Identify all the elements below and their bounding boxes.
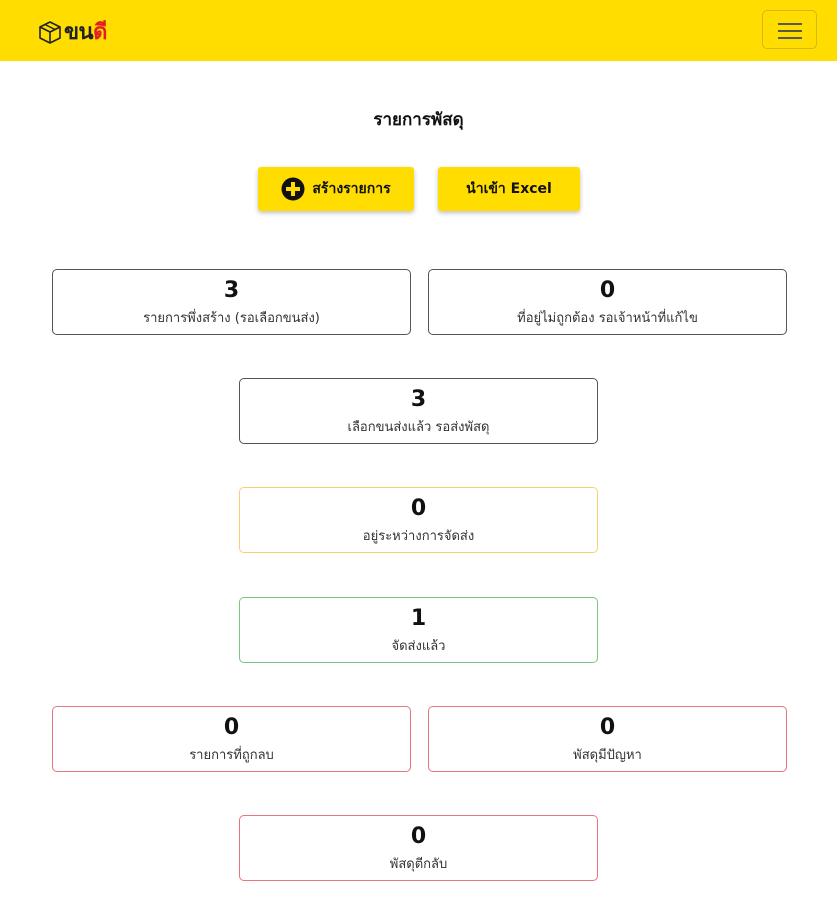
top-navbar xyxy=(0,0,837,61)
hamburger-menu-button[interactable] xyxy=(762,10,817,49)
status-card-returned[interactable] xyxy=(239,815,598,881)
plus-circle-icon xyxy=(281,177,305,201)
status-card-label: พัสดุมีปัญหา xyxy=(573,748,642,763)
status-card-deleted[interactable] xyxy=(52,706,411,772)
status-card-count: 3 xyxy=(223,278,240,303)
create-item-button[interactable] xyxy=(258,167,414,211)
status-card-bad-address[interactable] xyxy=(428,269,787,335)
status-card-count: 0 xyxy=(223,715,240,740)
brand-logo[interactable] xyxy=(37,16,107,48)
page-title: รายการพัสดุ xyxy=(373,110,464,130)
status-card-problem[interactable] xyxy=(428,706,787,772)
status-card-pending[interactable] xyxy=(52,269,411,335)
status-card-label: พัสดุตีกลับ xyxy=(389,857,448,872)
status-card-label: ที่อยู่ไม่ถูกต้อง รอเจ้าหน้าที่แก้ไข xyxy=(517,311,698,326)
status-card-count: 1 xyxy=(410,606,427,631)
status-card-carrier-selected[interactable] xyxy=(239,378,598,444)
status-card-count: 0 xyxy=(410,824,427,849)
status-card-count: 0 xyxy=(410,496,427,521)
status-card-count: 0 xyxy=(599,715,616,740)
status-card-label: จัดส่งแล้ว xyxy=(391,639,446,654)
brand-name xyxy=(64,19,107,45)
status-card-label: รายการที่ถูกลบ xyxy=(189,748,274,763)
status-card-count: 3 xyxy=(410,387,427,412)
import-excel-button[interactable] xyxy=(438,167,580,211)
hamburger-menu-icon-line-top xyxy=(778,23,802,25)
brand-name-main: ขน xyxy=(64,19,94,45)
status-card-count: 0 xyxy=(599,278,616,303)
status-card-in-transit[interactable] xyxy=(239,487,598,553)
hamburger-menu-icon-line-middle xyxy=(778,30,802,32)
import-excel-label: นำเข้า Excel xyxy=(466,181,552,197)
status-card-label: อยู่ระหว่างการจัดส่ง xyxy=(362,529,475,544)
create-item-label: สร้างรายการ xyxy=(312,181,391,197)
brand-name-accent: ดี xyxy=(93,19,107,45)
hamburger-menu-icon-line-bottom xyxy=(778,37,802,39)
parcel-box-icon xyxy=(37,19,63,45)
status-card-label: เลือกขนส่งแล้ว รอส่งพัสดุ xyxy=(347,420,490,435)
status-card-label: รายการพึ่งสร้าง (รอเลือกขนส่ง) xyxy=(143,311,320,326)
status-card-delivered[interactable] xyxy=(239,597,598,663)
